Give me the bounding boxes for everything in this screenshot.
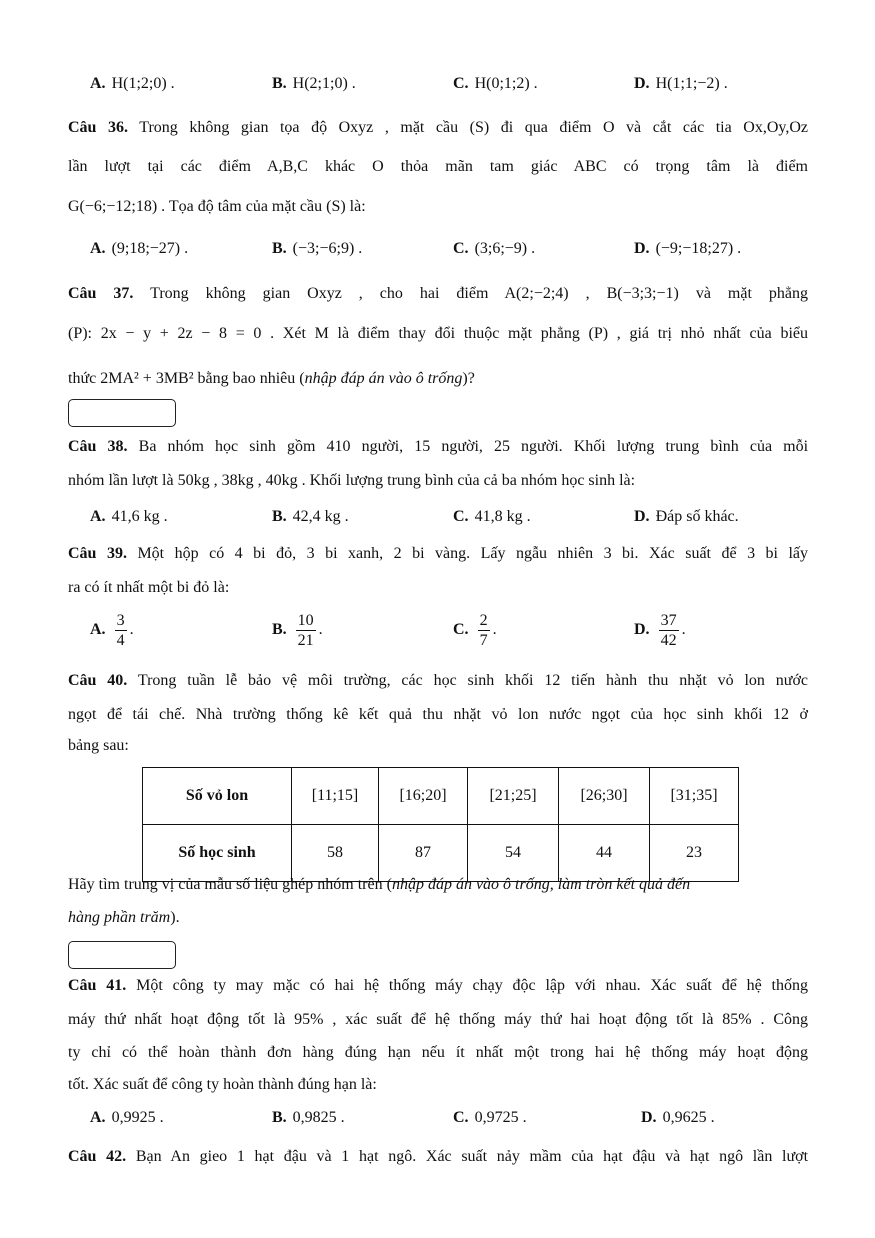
q37-line-2: (P): 2x − y + 2z − 8 = 0 . Xét M là điểm thay đổi thuộc mặt phẳng (P) , giá trị nhỏ nhất của biểu — [68, 325, 808, 342]
q38-option-c: C. 41,8 kg . — [453, 508, 531, 525]
q38-option-a: A. 41,6 kg . — [90, 508, 168, 525]
q38-label: Câu 38. — [68, 438, 128, 455]
table-cell: [16;20] — [379, 768, 468, 825]
q37-line-3: thức 2MA² + 3MB² bằng bao nhiêu (nhập đáp án vào ô trống)? — [68, 370, 475, 387]
table-cell: 44 — [559, 825, 650, 882]
q41-option-c: C. 0,9725 . — [453, 1109, 527, 1126]
q39-label: Câu 39. — [68, 545, 127, 562]
q42-label: Câu 42. — [68, 1148, 127, 1165]
table-cell: [21;25] — [468, 768, 559, 825]
q42-line-1: Câu 42. Bạn An gieo 1 hạt đậu và 1 hạt ngô. Xác suất nảy mầm của hạt đậu và hạt ngô lần lượt — [68, 1148, 809, 1165]
fraction: $\frac{3}{4}$ — [116, 612, 125, 649]
q39-line-1: Câu 39. Một hộp có 4 bi đỏ, 3 bi xanh, 2 bi vàng. Lấy ngẫu nhiên 3 bi. Xác suất để 3 bi lấy — [68, 545, 809, 562]
q41-line-4: tốt. Xác suất để công ty hoàn thành đúng hạn là: — [68, 1076, 377, 1093]
q40-line-1: Câu 40. Trong tuần lễ bảo vệ môi trường, các học sinh khối 12 tiến hành thu nhặt vỏ lon nước — [68, 672, 809, 689]
q36-option-c: C. (3;6;−9) . — [453, 240, 536, 257]
q37-answer-box[interactable] — [68, 399, 176, 427]
q41-option-b: B. 0,9825 . — [272, 1109, 345, 1126]
q40-label: Câu 40. — [68, 672, 128, 689]
q41-option-d: D. 0,9625 . — [641, 1109, 715, 1126]
q40-after-line-2: hàng phần trăm). — [68, 909, 180, 926]
q36-label: Câu 36. — [68, 119, 128, 136]
q35-option-d: D. H(1;1;−2) . — [634, 75, 728, 92]
q39-option-a: A. $\frac{3}{4}$ . — [90, 612, 134, 649]
table-row — [143, 768, 739, 825]
q36-option-a: A. (9;18;−27) . — [90, 240, 189, 257]
q36-line-1: Câu 36. Trong không gian tọa độ Oxyz , mặt cầu (S) đi qua điểm O và cắt các tia Ox,Oy,Oz — [68, 119, 809, 136]
fraction: $\frac{2}{7}$ — [479, 612, 488, 649]
q40-after-line-1: Hãy tìm trung vị của mẫu số liệu ghép nhóm trên (nhập đáp án vào ô trống, làm tròn kết quả đến — [68, 876, 691, 893]
q37-label: Câu 37. — [68, 285, 134, 302]
q39-option-d: D. $\frac{37}{42}$ . — [634, 612, 686, 649]
q39-line-2: ra có ít nhất một bi đỏ là: — [68, 579, 230, 596]
q38-option-d: D. Đáp số khác. — [634, 508, 739, 525]
q40-line-2: ngọt để tái chế. Nhà trường thống kê kết quả thu nhặt vỏ lon nước ngọt của học sinh khối 12 ở — [68, 706, 808, 723]
table-cell: 87 — [379, 825, 468, 882]
q35-option-a: A. H(1;2;0) . — [90, 75, 175, 92]
q41-option-a: A. 0,9925 . — [90, 1109, 164, 1126]
q41-line-3: ty chỉ có thể hoàn thành đơn hàng đúng hạn nếu ít nhất một trong hai hệ thống máy hoạt động — [68, 1044, 808, 1061]
q35-option-c: C. H(0;1;2) . — [453, 75, 538, 92]
q41-line-1: Câu 41. Một công ty may mặc có hai hệ thống máy chạy độc lập với nhau. Xác suất để hệ thống — [68, 977, 808, 994]
q39-option-b: B. $\frac{10}{21}$ . — [272, 612, 323, 649]
q40-line-3: bảng sau: — [68, 737, 129, 754]
q38-option-b: B. 42,4 kg . — [272, 508, 349, 525]
table-header: Số vỏ lon — [143, 768, 292, 825]
table-row — [143, 825, 739, 882]
table-header: Số học sinh — [143, 825, 292, 882]
table-cell: [11;15] — [292, 768, 379, 825]
table-cell: 58 — [292, 825, 379, 882]
frequency-table — [142, 767, 739, 882]
q41-label: Câu 41. — [68, 977, 127, 994]
q36-line-3: G(−6;−12;18) . Tọa độ tâm của mặt cầu (S) là: — [68, 198, 366, 215]
q39-option-c: C. $\frac{2}{7}$ . — [453, 612, 497, 649]
q38-line-1: Câu 38. Ba nhóm học sinh gồm 410 người, 15 người, 25 người. Khối lượng trung bình của mỗi — [68, 438, 809, 455]
q41-line-2: máy thứ nhất hoạt động tốt là 95% , xác suất để hệ thống máy thứ hai hoạt động tốt là 85% . Công — [68, 1011, 808, 1028]
q36-option-d: D. (−9;−18;27) . — [634, 240, 742, 257]
table-cell: 54 — [468, 825, 559, 882]
q40-answer-box[interactable] — [68, 941, 176, 969]
fraction: $\frac{37}{42}$ — [660, 612, 677, 649]
q36-option-b: B. (−3;−6;9) . — [272, 240, 363, 257]
q38-line-2: nhóm lần lượt là 50kg , 38kg , 40kg . Khối lượng trung bình của cả ba nhóm học sinh là: — [68, 472, 636, 489]
fraction: $\frac{10}{21}$ — [297, 612, 314, 649]
table-cell: 23 — [650, 825, 739, 882]
q35-option-b: B. H(2;1;0) . — [272, 75, 356, 92]
q36-line-2: lần lượt tại các điểm A,B,C khác O thỏa mãn tam giác ABC có trọng tâm là điểm — [68, 158, 808, 175]
table-cell: [31;35] — [650, 768, 739, 825]
q37-line-1: Câu 37. Trong không gian Oxyz , cho hai điểm A(2;−2;4) , B(−3;3;−1) và mặt phẳng — [68, 285, 808, 302]
table-cell: [26;30] — [559, 768, 650, 825]
